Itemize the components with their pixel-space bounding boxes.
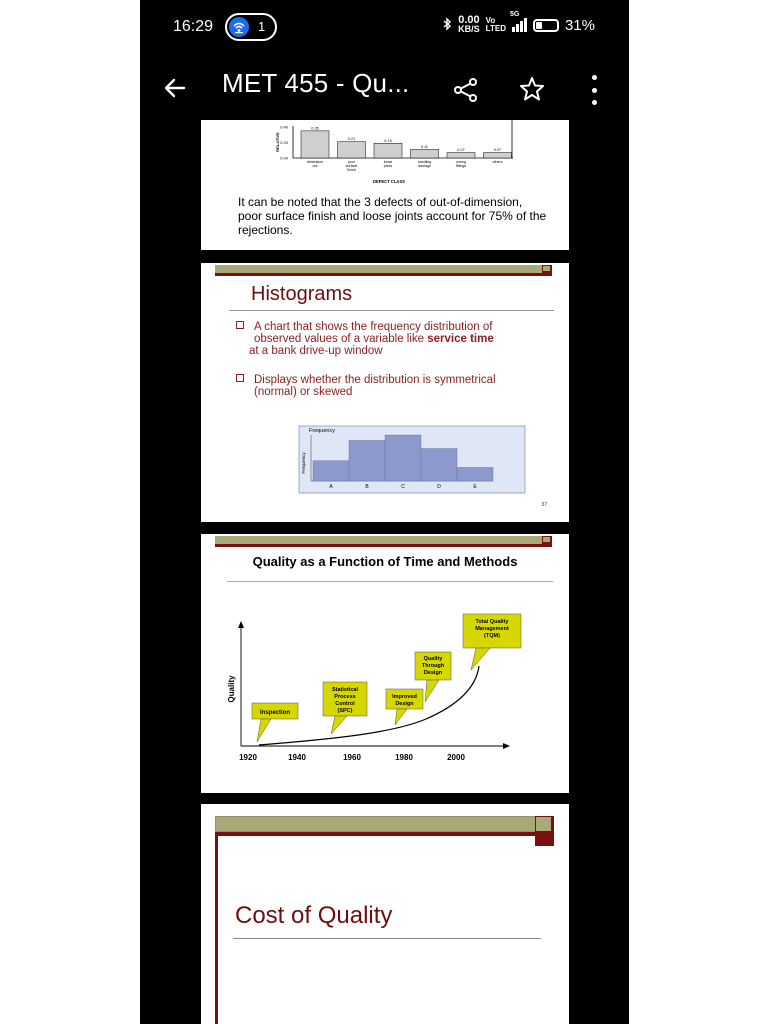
histogram-bar — [421, 449, 457, 481]
heading-divider — [233, 938, 541, 939]
x-tick-label: 1940 — [288, 753, 306, 762]
x-tick-label: loose — [383, 160, 393, 164]
status-bar — [140, 0, 629, 55]
svg-text:Control: Control — [335, 701, 355, 707]
document-title: MET 455 - Qu... — [222, 68, 410, 98]
chart-title: Frequency — [309, 428, 335, 434]
data-label: 0.07 — [493, 148, 502, 153]
svg-text:Management: Management — [475, 626, 509, 632]
slide-heading: Quality as a Function of Time and Methods — [252, 554, 518, 569]
bullet-item: Displays whether the distribution is symmetrical (normal) or skewed — [236, 374, 536, 398]
x-tick-label: handling — [417, 160, 432, 164]
data-label: 0.11 — [420, 144, 429, 149]
slide-page-1 — [201, 120, 569, 250]
svg-text:Total Quality: Total Quality — [475, 619, 509, 625]
svg-text:Design: Design — [395, 701, 414, 707]
svg-text:Design: Design — [423, 670, 443, 676]
more-options-icon[interactable] — [586, 75, 602, 105]
net-speed: 0.00 KB/S — [458, 14, 480, 34]
svg-text:Inspection: Inspection — [259, 710, 291, 716]
signal-strength-icon: 5G — [512, 18, 527, 32]
bar — [374, 143, 402, 158]
y-tick-label: 0.00 — [280, 155, 288, 161]
page-number: 37 — [541, 502, 547, 508]
y-tick-label: 0.40 — [280, 124, 288, 130]
x-tick-label: finish — [347, 168, 356, 172]
slide-heading: Cost of Quality — [235, 902, 393, 929]
x-tick-label: 1980 — [395, 753, 413, 762]
x-tick-label: damage — [418, 164, 431, 168]
pareto-chart — [201, 120, 569, 190]
svg-text:Process: Process — [334, 694, 356, 700]
bar — [338, 142, 366, 158]
volte-indicator: Vo LTED — [485, 16, 506, 33]
bar — [484, 153, 512, 158]
x-tick-label: surface — [345, 164, 358, 168]
back-arrow-icon[interactable] — [162, 75, 188, 101]
notification-count: 1 — [258, 19, 266, 34]
x-tick-label: fittings — [455, 164, 467, 168]
slide-page-histograms — [201, 263, 569, 522]
data-label: 0.21 — [347, 137, 356, 142]
histogram-bar — [349, 441, 385, 482]
app-bar — [140, 55, 629, 120]
x-axis-label: DEFECT CLASS — [372, 179, 406, 184]
data-label: 0.19 — [384, 138, 392, 143]
phone-screen — [140, 0, 629, 1024]
x-tick-label: wrong — [456, 160, 466, 164]
slide-header-bar — [201, 263, 569, 277]
y-axis-label: Quality — [227, 675, 236, 703]
y-tick-label: 0.20 — [280, 140, 288, 145]
x-tick-label: out — [312, 164, 318, 168]
histogram-bar — [313, 461, 349, 481]
svg-text:Through: Through — [421, 663, 445, 669]
svg-text:Improved: Improved — [392, 694, 417, 700]
x-tick-label: 1920 — [239, 753, 257, 762]
x-tick-label: C — [401, 484, 405, 490]
x-tick-label: others — [492, 160, 503, 164]
bullet-item: A chart that shows the frequency distribution of observed values of a variable like service time at a bank drive-up window — [236, 321, 536, 357]
bar — [411, 149, 439, 158]
x-tick-label: poor — [347, 160, 356, 164]
histogram-bar — [457, 468, 493, 482]
bluetooth-icon — [443, 17, 452, 34]
bar — [447, 153, 475, 158]
x-tick-label: B — [365, 484, 369, 490]
x-tick-label: D — [437, 484, 441, 490]
y-axis-label: RELATIVE — [275, 132, 280, 152]
svg-text:Statistical: Statistical — [332, 687, 358, 693]
svg-text:Quality: Quality — [423, 656, 443, 662]
slide-page-quality-time — [201, 534, 569, 793]
callout-inspection — [252, 703, 298, 742]
bar — [301, 131, 329, 158]
callout-improved-design — [386, 689, 423, 725]
star-bookmark-icon[interactable] — [518, 75, 546, 103]
wifi-hotspot-icon — [229, 17, 249, 37]
x-tick-label: A — [329, 484, 333, 490]
data-label: 0.07 — [457, 148, 465, 153]
svg-text:(TQM): (TQM) — [484, 633, 500, 639]
status-time: 16:29 — [173, 18, 214, 35]
histogram-bar — [385, 435, 421, 481]
slide-page-cost-of-quality — [201, 804, 569, 1024]
x-tick-label: E — [473, 484, 477, 490]
status-icons — [443, 11, 595, 34]
slide-header-bar — [201, 534, 569, 548]
notification-pill[interactable] — [225, 13, 277, 41]
battery-percent: 31% — [564, 16, 595, 34]
heading-divider — [229, 310, 554, 311]
battery-icon — [533, 19, 559, 32]
x-tick-label: 2000 — [447, 753, 465, 762]
quality-timeline-diagram — [201, 594, 569, 793]
x-tick-label: dimension — [306, 160, 324, 164]
data-label: 0.35 — [311, 126, 319, 131]
callout-spc — [323, 682, 367, 734]
y-axis-label: Frequency — [301, 452, 306, 474]
svg-text:(SPC): (SPC) — [337, 708, 353, 714]
slide-heading: Histograms — [251, 283, 353, 305]
x-tick-label: joints — [383, 164, 393, 168]
x-tick-label: 1960 — [343, 753, 361, 762]
histogram-chart — [201, 423, 569, 503]
pareto-note: It can be noted that the 3 defects of out-of-dimension, poor surface finish and loose joints account for 75% of the rejections. — [238, 195, 547, 237]
callout-tqm — [463, 614, 521, 670]
heading-divider — [227, 581, 553, 582]
share-icon[interactable] — [453, 77, 479, 103]
